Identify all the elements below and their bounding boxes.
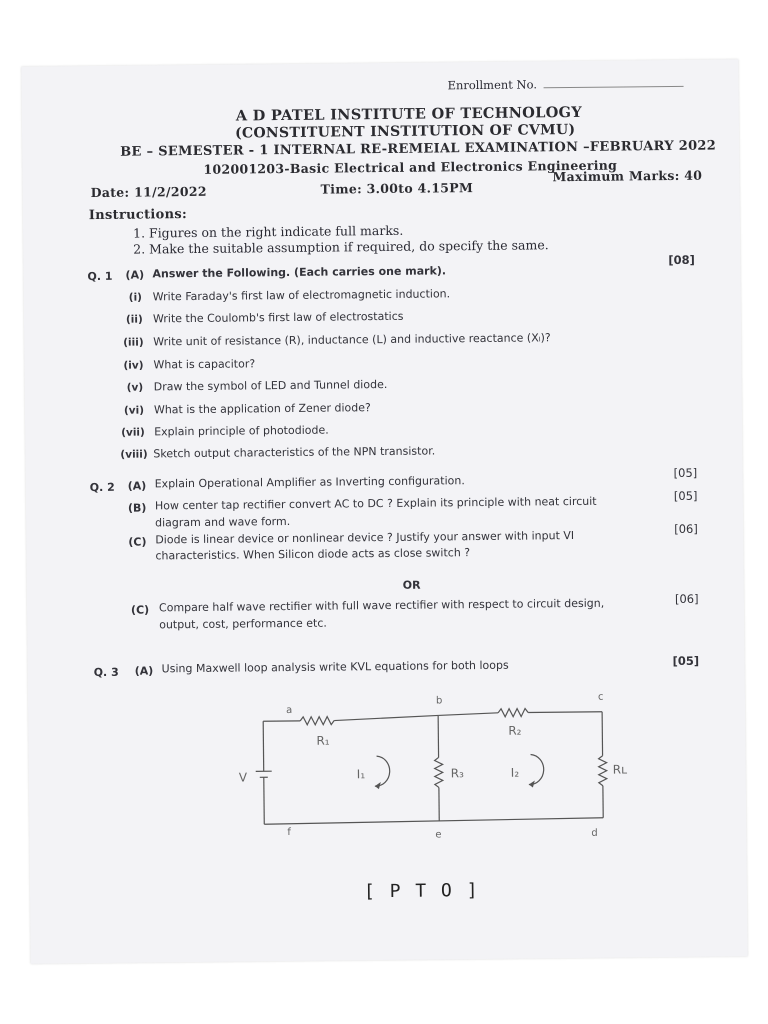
q1-item-roman: (iv) — [123, 359, 144, 372]
q1-item-roman: (ii) — [125, 313, 143, 326]
instruction-item: 1. Figures on the right indicate full marks. — [132, 222, 404, 241]
voltage-source-label: V — [238, 770, 248, 785]
wire — [334, 715, 438, 720]
q2-c2-text-line2: output, cost, performance etc. — [159, 616, 327, 632]
q1-item-text: What is the application of Zener diode? — [153, 401, 371, 417]
node-f-label: f — [287, 826, 291, 839]
q1-item-roman: (viii) — [120, 448, 148, 461]
q1-item-text: Sketch output characteristics of the NPN transistor. — [153, 444, 436, 461]
rl-label: Rʟ — [612, 762, 628, 777]
node-b-label: b — [435, 695, 443, 707]
exam-date: Date: 11/2/2022 — [90, 183, 207, 201]
q1-item-text: Draw the symbol of LED and Tunnel diode. — [153, 377, 388, 394]
max-marks: Maximum Marks: 40 — [552, 167, 703, 185]
q2-a-text: Explain Operational Amplifier as Inverting configuration. — [154, 474, 465, 491]
q1-item-text: Write Faraday's first law of electromagnetic induction. — [152, 287, 451, 304]
institute-constituent: (CONSTITUENT INSTITUTION OF CVMU) — [234, 121, 576, 142]
instructions-title: Instructions: — [88, 207, 188, 224]
q2-c2-marks: [06] — [674, 591, 699, 606]
q2-a-marks: [05] — [673, 465, 698, 480]
instruction-item: 2. Make the suitable assumption if required, do specify the same. — [133, 237, 549, 257]
q1-item-roman: (vii) — [121, 426, 145, 439]
enrollment-line — [544, 86, 684, 88]
q1-text: Answer the Following. (Each carries one mark). — [152, 264, 447, 281]
loop-arrow-i2 — [529, 754, 544, 784]
q1-item-roman: (v) — [126, 381, 144, 394]
circuit-diagram — [228, 686, 628, 850]
q2-c-marks: [06] — [674, 521, 698, 536]
q2-c2-text-line1: Compare half wave rectifier with full wave rectifier with respect to circuit design, — [158, 596, 605, 615]
subject-title: 102001203-Basic Electrical and Electronics Engineering — [203, 157, 618, 177]
wire — [264, 818, 603, 825]
resistor-rl — [599, 756, 607, 786]
node-c-label: c — [597, 691, 604, 703]
node-d-label: d — [591, 827, 598, 839]
q2-c-part: (C) — [128, 535, 147, 549]
wire — [438, 713, 498, 716]
wire — [263, 721, 264, 771]
q2-c2-part: (C) — [130, 603, 150, 617]
q2-a-part: (A) — [127, 479, 147, 493]
q2-b-part: (B) — [127, 501, 147, 515]
q2-number: Q. 2 — [89, 480, 115, 495]
q1-item-text: Write unit of resistance (R), inductance (L) and inductive reactance (Xₗ)? — [153, 331, 551, 349]
q1-item-text: Write the Coulomb's first law of electrostatics — [152, 309, 404, 326]
q1-item-roman: (i) — [128, 291, 143, 304]
or-label: OR — [402, 578, 421, 592]
q2-c-text-line2: characteristics. When Silicon diode acts as close switch ? — [155, 546, 471, 563]
node-e-label: e — [435, 829, 442, 841]
loop-arrow-i1 — [375, 756, 390, 786]
i1-label: I₁ — [356, 767, 366, 782]
exam-sheet — [21, 59, 747, 963]
exam-title: BE – SEMESTER - 1 INTERNAL RE-REMEIAL EXAMINATION –FEBRUARY 2022 — [120, 138, 717, 160]
node-a-label: a — [286, 704, 293, 717]
q2-c-text-line1: Diode is linear device or nonlinear device ? Justify your answer with input VI — [155, 529, 575, 547]
enrollment-label: Enrollment No. — [447, 77, 538, 93]
q2-b-text-line1: How center tap rectifier convert AC to DC ? Explain its principle with neat circuit — [154, 494, 597, 513]
q1-item-roman: (iii) — [123, 336, 144, 349]
q1-item-text: What is capacitor? — [153, 357, 256, 372]
q2-b-text-line2: diagram and wave form. — [155, 514, 291, 530]
q2-b-marks: [05] — [673, 488, 698, 503]
r3-label: R₃ — [450, 766, 464, 781]
resistor-r1 — [300, 717, 334, 725]
q3-text: Using Maxwell loop analysis write KVL equations for both loops — [161, 658, 509, 676]
q1-number: Q. 1 — [87, 269, 113, 284]
q1-item-roman: (vi) — [123, 404, 145, 417]
r1-label: R₁ — [316, 733, 330, 748]
institute-name: A D PATEL INSTITUTE OF TECHNOLOGY — [235, 103, 583, 125]
q3-part: (A) — [134, 664, 154, 678]
i2-label: I₂ — [510, 765, 520, 780]
r2-label: R₂ — [508, 723, 522, 738]
exam-time: Time: 3.00to 4.15PM — [320, 180, 474, 197]
q1-item-text: Explain principle of photodiode. — [154, 423, 329, 439]
resistor-r2 — [498, 709, 528, 717]
q1-part: (A) — [125, 268, 145, 282]
wire — [528, 712, 602, 713]
pto-note: [ P T O ] — [363, 880, 480, 903]
resistor-r3 — [435, 757, 443, 787]
q3-marks: [05] — [672, 653, 700, 668]
q3-number: Q. 3 — [93, 665, 119, 680]
q1-marks: [08] — [668, 252, 695, 268]
